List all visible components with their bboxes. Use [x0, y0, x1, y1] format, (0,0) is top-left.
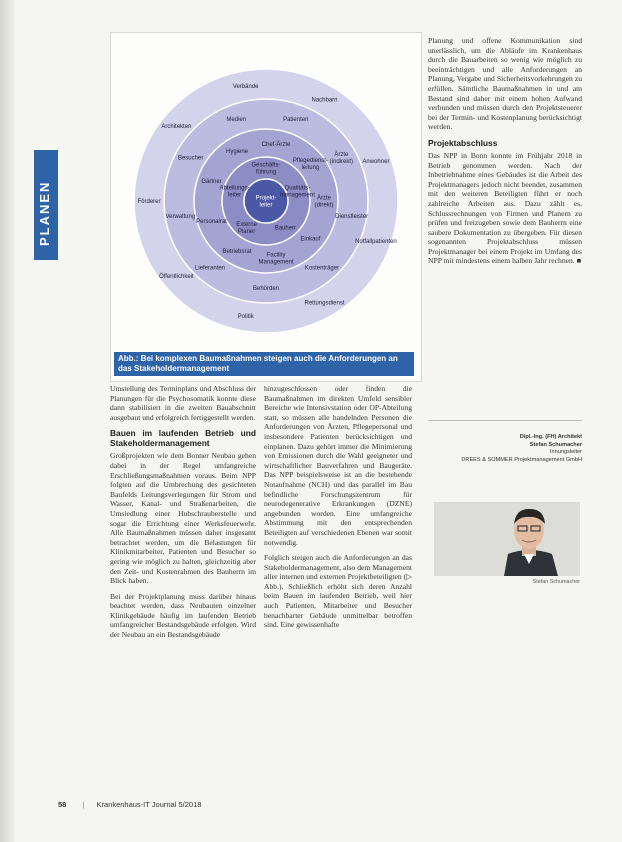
footer-separator: | [82, 800, 85, 809]
page-footer [58, 800, 201, 809]
stakeholder-label: Ärzte (direkt) [314, 195, 334, 209]
stakeholder-figure [110, 32, 422, 382]
divider [428, 420, 582, 421]
stakeholder-label: Pflegedienst-leitung [292, 158, 328, 172]
section-tab-label: PLANEN [37, 180, 52, 246]
stakeholder-label: Chef-Ärzte [261, 141, 291, 148]
stakeholder-label: Einkauf [300, 236, 321, 243]
portrait-image [434, 502, 580, 576]
stakeholder-label: Nachbarn [311, 97, 338, 104]
stakeholder-label: Behörden [252, 286, 280, 292]
stakeholder-label: Betriebsrat [222, 249, 252, 256]
stakeholder-label: Personalrat [196, 218, 227, 225]
paragraph: Das NPP in Bonn konnte im Frühjahr 2018 in Betrieb genommen werden. Nach der Inbetriebnahme eines Gebäudes ist die Arbeit des Projektmanagers jedoch nicht beendet, zusammen mit den weiteren Beteiligten führt er noch zahlreiche Arbeiten aus. Dazu zählt es, Schlussrechnungen von Firmen und Planern zu prüfen und freizugeben sowie dem Bauherrn eine saubere Dokumentation zu übergeben. Für diesen sogenannten Projektabschluss müssen Projektmanager bei einem Projekt im Umfang des NPP mit mindestens einem halben Jahr rechnen. ■ [428, 150, 582, 266]
text-column-1 [110, 384, 256, 646]
stakeholder-label: Abteilungs-leiter [219, 185, 250, 199]
page-number: 58 [58, 800, 67, 809]
page-spine [0, 0, 14, 842]
stakeholder-label: Förderer [137, 199, 161, 205]
stakeholder-label: Medien [226, 117, 247, 124]
paragraph: Bei der Projektplanung muss darüber hinaus beachtet werden, dass Neubauten einzelner Klinikgebäude häufig im laufenden Betrieb umfangreicher Bestandsgebäude erfolgen. Wird der Neubau an ein Bestandsgebäude [110, 591, 256, 640]
stakeholder-label: Gärtner [201, 179, 222, 186]
author-role: Innungsleiter [549, 449, 582, 456]
stakeholder-label: Architekten [161, 123, 192, 130]
figure-caption: Abb.: Bei komplexen Baumaßnahmen steigen auch die Anforderungen an das Stakeholdermanagement [114, 352, 414, 376]
text-column-2 [264, 384, 412, 636]
stakeholder-label: Qualitäts-management [279, 185, 315, 199]
stakeholder-label: Besucher [177, 155, 204, 162]
author-company: DREES & SOMMER Projektmanagement GmbH [461, 456, 582, 463]
stakeholder-label: Lieferanten [195, 265, 226, 272]
photo-caption: Stefan Schumacher [532, 579, 580, 585]
author-photo [434, 502, 580, 576]
stakeholder-label: Kostenträger [304, 265, 340, 272]
paragraph: Großprojekten wie dem Bonner Neubau gehen dabei in der Regel umfangreiche Erschließungsmaßnahmen voraus. Beim NPP folgten auf die Umbrechung des gesichteten Baufelds Leitungsverlegungen für Strom und Wasser, Kanal- und Straßenarbeiten, die Umsiedlung einer Hubschrauberstelle und sogar die Errichtung einer Werksfeuerwehr. Alle Baumaßnahmen müssen daher insgesamt betrachtet werden, um die Belastungen für Klinikmitarbeiter, Patienten und Besucher so gering wie möglich zu halten, gleichzeitig aber den Zeit- und Kostenrahmen des Bauherrn im Blick haben. [110, 451, 256, 586]
stakeholder-label: Ärzte (indirekt) [329, 152, 354, 165]
journal-name: Krankenhaus-IT Journal 5/2018 [96, 800, 202, 809]
stakeholder-label: Facility Management [258, 252, 294, 266]
stakeholder-label: Patienten [283, 117, 309, 124]
author-name: Stefan Schumacher [529, 441, 582, 448]
stakeholder-label: Anwohner [362, 158, 390, 165]
author-title: Dipl.-Ing. (FH) Architekt [519, 434, 582, 440]
stakeholder-label: Hygiene [225, 148, 249, 155]
stakeholder-label: Rettungsdienst [304, 300, 345, 307]
heading-bauen: Bauen im laufenden Betrieb und Stakeholdermanagement [110, 428, 256, 449]
stakeholder-label: Bauherr [274, 225, 297, 232]
author-signature [428, 434, 582, 464]
stakeholder-label: Öffentlichkeit [159, 274, 194, 281]
paragraph: hinzugeschlossen oder finden die Baumaßnahmen im direkten Umfeld sensibler Bereiche wie Intensivstation oder OP-Abteilung statt, so müssen alle handelnden Personen die Anforderungen von Ärzten, Pflegepersonal und insbesondere Patienten berücksichtigen und einplanen. Dazu gehört immer die Minimierung von Emissionen durch die Wahl geeigneter und wirtschaftlicher Bauverfahren und Baugeräte. Das NPP beispielsweise ist an die bestehende Notaufnahme (NCH) und das parallel im Bau befindliche Forschungszentrum für neurodegenerative Erkrankungen (DZNE) angebunden worden. Eine umfangreiche Abstimmung mit den entsprechenden Beteiligten auf verschiedenen Ebenen war somit notwendig. [264, 384, 412, 547]
paragraph: Umstellung des Terminplans und Abschluss der Planungen für die Psychosomatik konnte diese dann stabilisiert in die zweiten Bauabschnitt ausgebaut und erfolgreich fertiggestellt werden. [110, 384, 256, 422]
text-column-3 [428, 36, 582, 272]
stakeholder-diagram [111, 33, 421, 381]
paragraph: Planung und offene Kommunikation sind unerlässlich, um die Abläufe im Krankenhaus durch die Bauarbeiten so wenig wie möglich zu beeinträchtigen und alle Anforderungen an Planung, Vergabe und Sicherheitsvorkehrungen zu erfüllen. Sämtliche Baumaßnahmen in und am Bestand sind daher mit einem hohen Aufwand verbunden und müssen durch den Projektsteuerer bei der Termin- und Kostenplanung berücksichtigt werden. [428, 36, 582, 132]
stakeholder-label: Politik [237, 314, 254, 321]
stakeholder-label: Geschäfts-führung [251, 162, 281, 176]
stakeholder-label: Externe Planer [236, 222, 257, 236]
paragraph: Folglich steigen auch die Anforderungen an das Stakeholdermanagement, also dem Management aller internen und externen Projektbeteiligten (▷ Abb.). Schließlich erhöht sich deren Anzahl beim Bauen im laufenden Betrieb, weil hier auch Patienten, Mitarbeiter und Besucher benachbarter Gebäude unmittelbar betroffen sind. Eine gewissenhafte [264, 553, 412, 630]
stakeholder-label: Verwaltung [165, 214, 196, 221]
stakeholder-label: Notfallpatienten [355, 239, 397, 246]
center-label: Projekt-leiter [255, 195, 277, 209]
heading-projektabschluss: Projektabschluss [428, 137, 498, 148]
section-tab [34, 150, 58, 260]
stakeholder-label: Dienstleister [335, 214, 369, 221]
stakeholder-label: Verbände [232, 83, 259, 90]
